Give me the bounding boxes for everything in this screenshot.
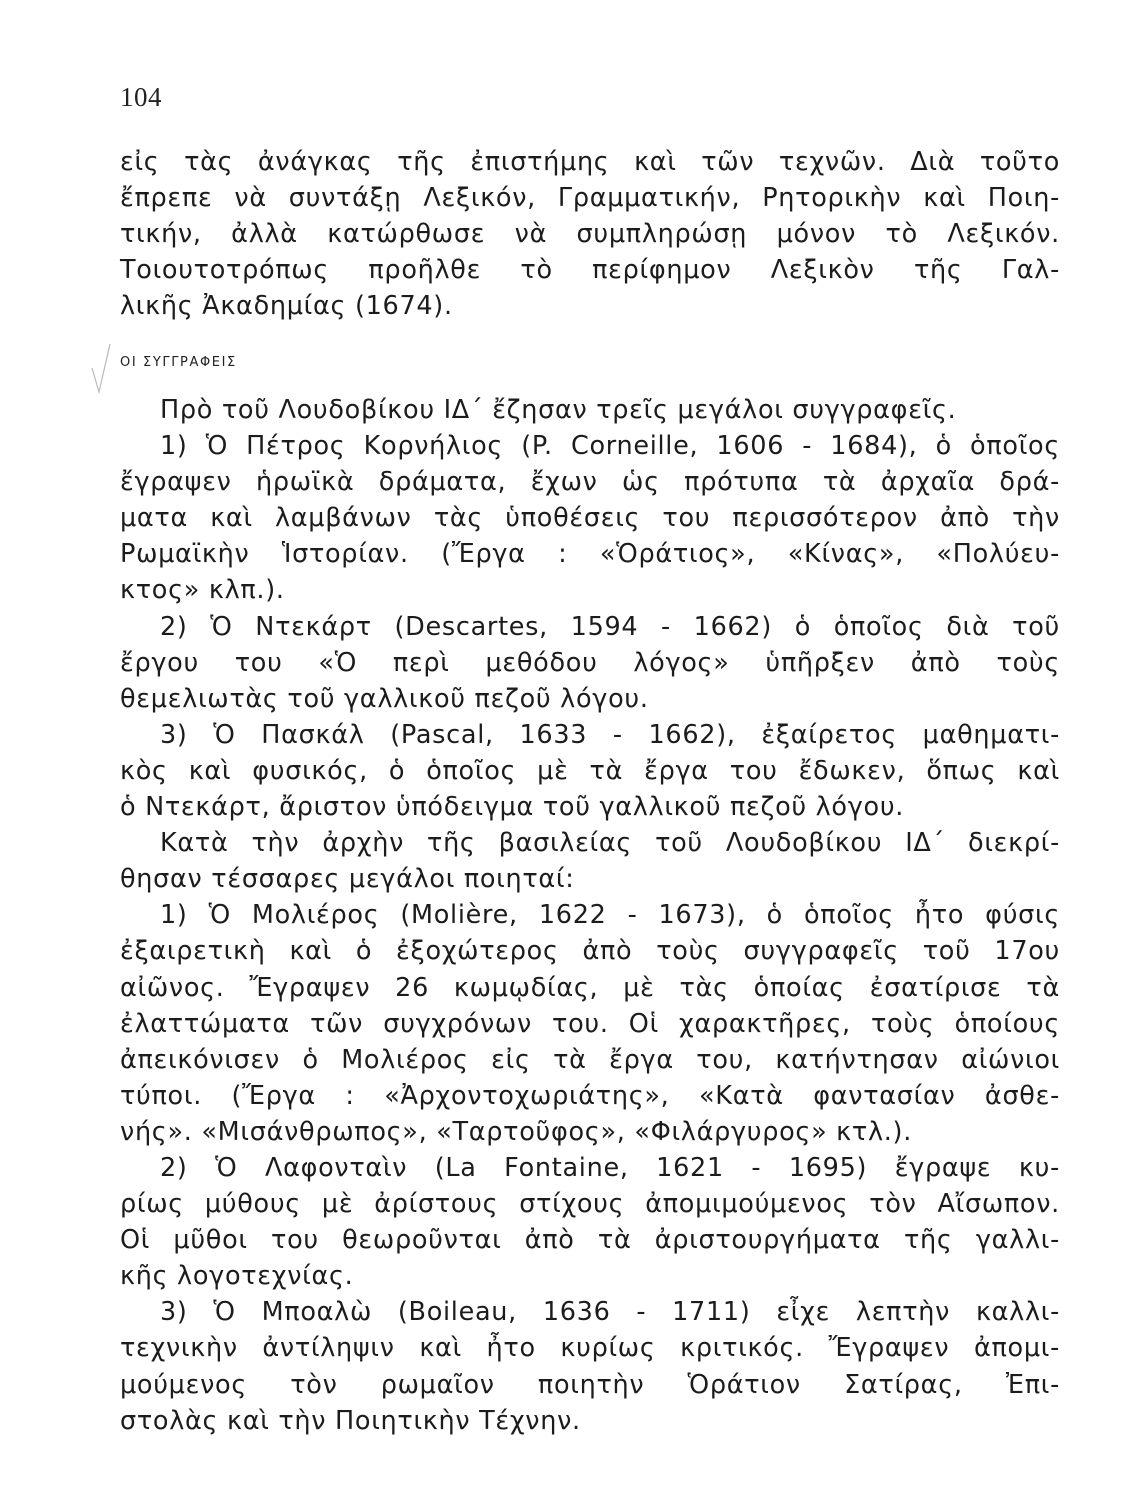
margin-check-mark (90, 340, 112, 400)
text-line: Ρωμαϊκὴν Ἱστορίαν. (Ἔργα : «Ὁράτιος», «Κίνας», «Πολύευ- (120, 539, 1060, 570)
text-line: κτος» κλπ.). (120, 575, 285, 606)
text-line: στολὰς καὶ τὴν Ποιητικὴν Τέχνην. (120, 1405, 581, 1436)
text-line: ἐξαιρετικὴ καὶ ὁ ἐξοχώτερος ἀπὸ τοὺς συγγραφεῖς τοῦ 17ου (120, 936, 1060, 967)
text-line: τεχνικὴν ἀντίληψιν καὶ ἦτο κυρίως κριτικός. Ἔγραψεν ἀπομι- (120, 1333, 1060, 1364)
text-line: Κατὰ τὴν ἀρχὴν τῆς βασιλείας τοῦ Λουδοβίκου ΙΔ΄ διεκρί- (160, 828, 1060, 859)
text-line: μούμενος τὸν ρωμαῖον ποιητὴν Ὁράτιον Σατίρας, Ἐπι- (120, 1369, 1060, 1400)
intro-paragraph (120, 144, 1060, 324)
text-line: κὸς καὶ φυσικός, ὁ ὁποῖος μὲ τὰ ἔργα του ἔδωκεν, ὅπως καὶ (120, 755, 1060, 786)
text-line: αἰῶνος. Ἔγραψεν 26 κωμῳδίας, μὲ τὰς ὁποίας ἐσατίρισε τὰ (120, 972, 1060, 1003)
text-line: Τοιουτοτρόπως προῆλθε τὸ περίφημον Λεξικὸν τῆς Γαλ- (120, 255, 1060, 286)
text-line: θεμελιωτὰς τοῦ γαλλικοῦ πεζοῦ λόγου. (120, 683, 649, 714)
text-line: ἔπρεπε νὰ συντάξῃ Λεξικόν, Γραμματικήν, Ρητορικὴν καὶ Ποιη- (120, 183, 1060, 214)
text-line: ἀπεικόνισεν ὁ Μολιέρος εἰς τὰ ἔργα του, κατήντησαν αἰώνιοι (120, 1044, 1060, 1075)
text-line: κῆς λογοτεχνίας. (120, 1261, 354, 1292)
text-line: θησαν τέσσαρες μεγάλοι ποιηταί: (120, 864, 575, 895)
text-line: 1) Ὁ Μολιέρος (Molière, 1622 - 1673), ὁ ὁποῖος ἦτο φύσις (160, 900, 1060, 931)
text-line: τύποι. (Ἔργα : «Ἀρχοντοχωριάτης», «Κατὰ φαντασίαν ἀσθε- (120, 1080, 1060, 1111)
text-line: 2) Ὁ Ντεκάρτ (Descartes, 1594 - 1662) ὁ ὁποῖος διὰ τοῦ (160, 611, 1060, 642)
text-line: Οἱ μῦθοι του θεωροῦνται ἀπὸ τὰ ἀριστουργήματα τῆς γαλλι- (120, 1225, 1060, 1256)
text-line: εἰς τὰς ἀνάγκας τῆς ἐπιστήμης καὶ τῶν τεχνῶν. Διὰ τοῦτο (120, 147, 1060, 177)
text-line: 2) Ὁ Λαφονταὶν (La Fontaine, 1621 - 1695) ἔγραψε κυ- (160, 1152, 1060, 1183)
text-line: 3) Ὁ Μποαλὼ (Boileau, 1636 - 1711) εἶχε λεπτὴν καλλι- (160, 1297, 1060, 1328)
section-body (120, 392, 1060, 1439)
text-line: ἔργου του «Ὁ περὶ μεθόδου λόγος» ὑπῆρξεν ἀπὸ τοὺς (120, 647, 1060, 678)
page-number: 104 (120, 82, 162, 112)
text-line: 1) Ὁ Πέτρος Κορνήλιος (P. Corneille, 1606 - 1684), ὁ ὁποῖος (160, 431, 1060, 462)
text-line: τικήν, ἀλλὰ κατώρθωσε νὰ συμπληρώσῃ μόνον τὸ Λεξικόν. (120, 219, 1060, 250)
text-line: 3) Ὁ Πασκάλ (Pascal, 1633 - 1662), ἐξαίρετος μαθηματι- (160, 719, 1060, 750)
text-line: ἔγραψεν ἡρωϊκὰ δράματα, ἔχων ὡς πρότυπα τὰ ἀρχαῖα δρά- (120, 467, 1060, 498)
text-line: λικῆς Ἀκαδημίας (1674). (120, 291, 453, 322)
text-line: νής». «Μισάνθρωπος», «Ταρτοῦφος», «Φιλάργυρος» κτλ.). (120, 1116, 913, 1147)
text-line: ἐλαττώματα τῶν συγχρόνων του. Οἱ χαρακτῆρες, τοὺς ὁποίους (120, 1008, 1060, 1039)
text-line: ὁ Ντεκάρτ, ἄριστον ὑπόδειγμα τοῦ γαλλικοῦ πεζοῦ λόγου. (120, 792, 905, 823)
section-heading: ΟΙ ΣΥΓΓΡΑΦΕΙΣ (120, 355, 237, 370)
text-line: ρίως μύθους μὲ ἀρίστους στίχους ἀπομιμούμενος τὸν Αἴσωπον. (120, 1189, 1060, 1220)
text-line: ματα καὶ λαμβάνων τὰς ὑποθέσεις του περισσότερον ἀπὸ τὴν (120, 503, 1060, 534)
text-line: Πρὸ τοῦ Λουδοβίκου ΙΔ΄ ἔζησαν τρεῖς μεγάλοι συγγραφεῖς. (160, 395, 957, 425)
